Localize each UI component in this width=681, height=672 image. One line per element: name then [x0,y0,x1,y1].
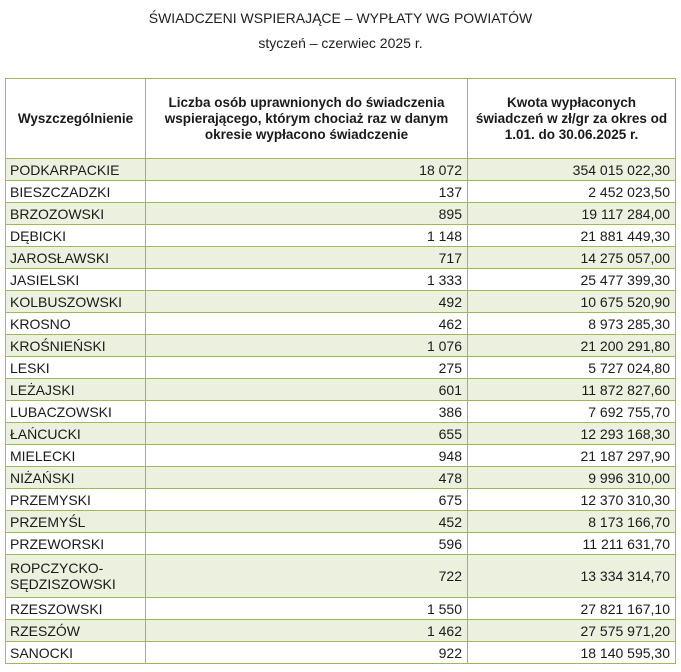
table-row [6,423,676,445]
table-row [6,511,676,533]
amount-value: 7 692 755,70 [468,401,676,423]
amount-value: 11 872 827,60 [468,379,676,401]
persons-count: 1 076 [146,335,468,357]
table-row [6,159,676,181]
persons-count: 462 [146,313,468,335]
amount-value: 8 173 166,70 [468,511,676,533]
district-name: RZESZOWSKI [6,598,146,620]
persons-count: 1 462 [146,620,468,642]
header-amount: Kwota wypłaconych świadczeń w zł/gr za okres od 1.01. do 30.06.2025 r. [468,79,676,159]
persons-count: 275 [146,357,468,379]
district-name: ROPCZYCKO-SĘDZISZOWSKI [6,555,146,598]
table-header-row [6,79,676,159]
table-row [6,445,676,467]
table-row [6,379,676,401]
persons-count: 596 [146,533,468,555]
amount-value: 5 727 024,80 [468,357,676,379]
persons-count: 722 [146,555,468,598]
persons-count: 601 [146,379,468,401]
table-row [6,247,676,269]
persons-count: 895 [146,203,468,225]
amount-value: 25 477 399,30 [468,269,676,291]
amount-value: 2 452 023,50 [468,181,676,203]
amount-value: 13 334 314,70 [468,555,676,598]
amount-value: 354 015 022,30 [468,159,676,181]
table-row [6,401,676,423]
table-row [6,598,676,620]
persons-count: 137 [146,181,468,203]
district-name: KROŚNIEŃSKI [6,335,146,357]
persons-count: 655 [146,423,468,445]
persons-count: 1 333 [146,269,468,291]
table-row [6,203,676,225]
document-subtitle: styczeń – czerwiec 2025 r. [258,35,423,51]
table-row [6,313,676,335]
table-row [6,489,676,511]
table-row [6,225,676,247]
persons-count: 1 148 [146,225,468,247]
table-row [6,181,676,203]
district-name: MIELECKI [6,445,146,467]
district-name: PRZEWORSKI [6,533,146,555]
persons-count: 452 [146,511,468,533]
amount-value: 27 575 971,20 [468,620,676,642]
document-title: ŚWIADCZENI WSPIERAJĄCE – WYPŁATY WG POWIATÓW [148,10,533,26]
district-name: PODKARPACKIE [6,159,146,181]
persons-count: 18 072 [146,159,468,181]
amount-value: 10 675 520,90 [468,291,676,313]
amount-value: 19 117 284,00 [468,203,676,225]
table-row [6,335,676,357]
persons-count: 948 [146,445,468,467]
persons-count: 675 [146,489,468,511]
persons-count: 492 [146,291,468,313]
district-name: PRZEMYŚL [6,511,146,533]
persons-count: 478 [146,467,468,489]
district-name: JAROSŁAWSKI [6,247,146,269]
amount-value: 27 821 167,10 [468,598,676,620]
district-name: PRZEMYSKI [6,489,146,511]
amount-value: 21 881 449,30 [468,225,676,247]
district-name: NIŻAŃSKI [6,467,146,489]
table-row [6,467,676,489]
persons-count: 922 [146,642,468,664]
amount-value: 8 973 285,30 [468,313,676,335]
header-persons: Liczba osób uprawnionych do świadczenia wspierającego, którym chociaż raz w danym okresie wypłacono świadczenie [146,79,468,159]
district-name: RZESZÓW [6,620,146,642]
amount-value: 21 187 297,90 [468,445,676,467]
table-row [6,269,676,291]
district-name: JASIELSKI [6,269,146,291]
table-row [6,533,676,555]
district-name: SANOCKI [6,642,146,664]
district-name: KROSNO [6,313,146,335]
table-row [6,620,676,642]
district-name: KOLBUSZOWSKI [6,291,146,313]
persons-count: 717 [146,247,468,269]
district-name: LUBACZOWSKI [6,401,146,423]
amount-value: 18 140 595,30 [468,642,676,664]
table-row [6,291,676,313]
district-name: LEŻAJSKI [6,379,146,401]
table-row [6,357,676,379]
district-name: BIESZCZADZKI [6,181,146,203]
amount-value: 12 370 310,30 [468,489,676,511]
header-district: Wyszczególnienie [6,79,146,159]
persons-count: 1 550 [146,598,468,620]
persons-count: 386 [146,401,468,423]
payments-table [5,78,676,664]
amount-value: 12 293 168,30 [468,423,676,445]
amount-value: 9 996 310,00 [468,467,676,489]
table-row [6,642,676,664]
district-name: ŁAŃCUCKI [6,423,146,445]
amount-value: 21 200 291,80 [468,335,676,357]
table-row [6,555,676,598]
district-name: DĘBICKI [6,225,146,247]
district-name: BRZOZOWSKI [6,203,146,225]
amount-value: 11 211 631,70 [468,533,676,555]
amount-value: 14 275 057,00 [468,247,676,269]
district-name: LESKI [6,357,146,379]
